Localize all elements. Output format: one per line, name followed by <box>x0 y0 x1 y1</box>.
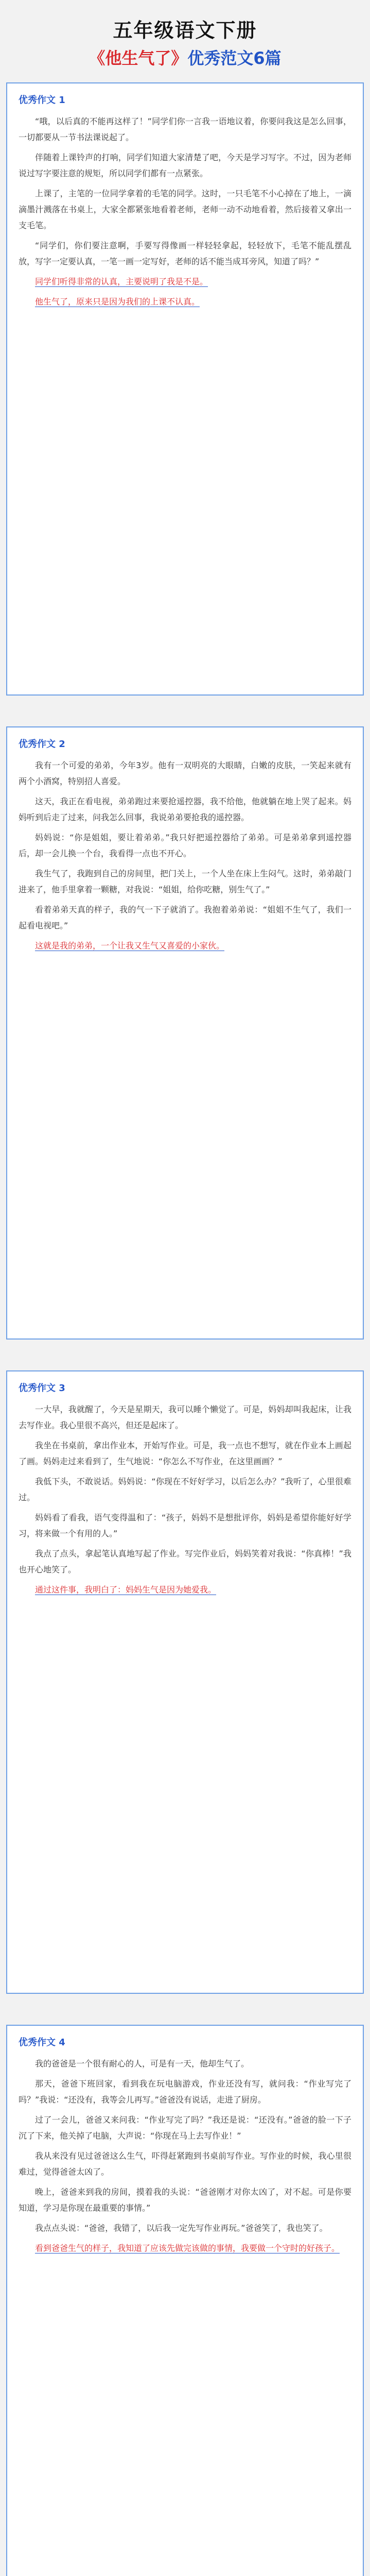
essay-highlight: 同学们听得非常的认真，主要说明了我是不是。 <box>35 277 208 286</box>
essay-card-4 <box>6 2025 364 2576</box>
essay-paragraph: 我坐在书桌前，拿出作业本，开始写作业。可是，我一点也不想写，就在作业本上画起了画。妈妈走过来看到了，生气地说：“你怎么不写作业，在这里画画？” <box>19 1440 351 1466</box>
subtitle-close: 》 <box>171 48 188 68</box>
essay-paragraph: 我有一个可爱的弟弟，今年3岁。他有一双明亮的大眼睛，白嫩的皮肤，一笑起来就有两个小酒窝，特别招人喜爱。 <box>19 760 351 786</box>
page-title: 五年级语文下册 <box>113 19 257 42</box>
essay-paragraph: 我生气了，我跑到自己的房间里，把门关上，一个人坐在床上生闷气。这时，弟弟敲门进来了，他手里拿着一颗糖，对我说：“姐姐，给你吃糖，别生气了。” <box>19 869 351 894</box>
essay-card-3 <box>6 1370 364 1994</box>
subtitle-open: 《 <box>89 48 105 68</box>
essay-paragraph: 这天，我正在看电视，弟弟跑过来要抢遥控器，我不给他，他就躺在地上哭了起来。妈妈听到后走了过来，问我怎么回事，我说弟弟要抢我的遥控器。 <box>19 796 351 822</box>
essay-paragraph: 妈妈看了看我，语气变得温和了：“孩子，妈妈不是想批评你，妈妈是希望你能好好学习，将来做一个有用的人。” <box>19 1513 351 1538</box>
essay-paragraph: 晚上，爸爸来到我的房间，摸着我的头说：“爸爸刚才对你太凶了，对不起。可是你要知道，学习是你现在最重要的事情。” <box>19 2187 351 2213</box>
essay-paragraph: 一大早，我就醒了，今天是星期天，我可以睡个懒觉了。可是，妈妈却叫我起床，让我去写作业。我心里很不高兴，但还是起床了。 <box>19 1404 351 1430</box>
essay-card-2 <box>6 726 364 1340</box>
subtitle-rest: 优秀范文6篇 <box>187 48 281 68</box>
essay-paragraph: “哦，以后真的不能再这样了！”同学们你一言我一语地议着，你要问我这是怎么回事，一切都要从一节书法课说起了。 <box>19 116 351 142</box>
page-subtitle <box>0 45 370 69</box>
essay-highlight: 看到爸爸生气的样子，我知道了应该先做完该做的事情，我要做一个守时的好孩子。 <box>35 2243 340 2253</box>
essay-label: 优秀作文 4 <box>19 2037 65 2048</box>
essay-paragraph: 那天，爸爸下班回家，看到我在玩电脑游戏，作业还没有写，就问我：“作业写完了吗？”我说：“还没有，我等会儿再写。”爸爸没有说话，走进了厨房。 <box>19 2079 351 2105</box>
essay-paragraph: 我从来没有见过爸爸这么生气，吓得赶紧跑到书桌前写作业。写作业的时候，我心里很难过，觉得爸爸太凶了。 <box>19 2151 351 2177</box>
essay-paragraph: 我点点头说：“爸爸，我错了，以后我一定先写作业再玩。”爸爸笑了，我也笑了。 <box>35 2223 328 2233</box>
essay-paragraph: 看着弟弟天真的样子，我的气一下子就消了。我抱着弟弟说：“姐姐不生气了，我们一起看电视吧。” <box>19 905 351 930</box>
page-header <box>0 0 370 77</box>
essay-paragraph: 妈妈说：“你是姐姐，要让着弟弟。”我只好把遥控器给了弟弟。可是弟弟拿到遥控器后，却一会儿换一个台，我看得一点也不开心。 <box>19 833 351 858</box>
essay-card-1 <box>6 82 364 696</box>
essay-paragraph: 伴随着上课铃声的打响，同学们知道大家清楚了吧，今天是学习写字。不过，因为老师说过写字要注意的规矩，所以同学们都有一点紧张。 <box>19 152 351 178</box>
subtitle-name: 他生气了 <box>105 48 171 68</box>
essay-highlight: 他生气了，原来只是因为我们的上课不认真。 <box>35 297 200 307</box>
essay-paragraph: “同学们，你们要注意啊，手要写得像画一样轻轻拿起，轻轻放下，毛笔不能乱摆乱放，写字一定要认真，一笔一画一定写好，老师的话不能当成耳旁风，知道了吗？” <box>19 241 351 266</box>
essay-highlight: 这就是我的弟弟，一个让我又生气又喜爱的小家伙。 <box>35 941 225 951</box>
essay-label: 优秀作文 3 <box>19 1383 65 1394</box>
essay-label: 优秀作文 1 <box>19 95 65 106</box>
essay-paragraph: 我低下头，不敢说话。妈妈说：“你现在不好好学习，以后怎么办？”我听了，心里很难过。 <box>19 1477 351 1502</box>
essay-paragraph: 过了一会儿，爸爸又来问我：“作业写完了吗？”我还是说：“还没有。”爸爸的脸一下子沉了下来，他关掉了电脑，大声说：“你现在马上去写作业！” <box>19 2115 351 2141</box>
essay-highlight: 通过这件事，我明白了：妈妈生气是因为她爱我。 <box>35 1585 217 1595</box>
essay-paragraph: 上课了，主笔的一位同学拿着的毛笔的同学。这时，一只毛笔不小心掉在了地上，一滴滴墨汁溅落在书桌上，大家全都紧张地看着老师，老师一动不动地看着，然后接着又拿出一支毛笔。 <box>19 189 351 230</box>
essay-paragraph: 我点了点头，拿起笔认真地写起了作业。写完作业后，妈妈笑着对我说：“你真棒！”我也开心地笑了。 <box>19 1549 351 1574</box>
essay-paragraph: 我的爸爸是一个很有耐心的人，可是有一天，他却生气了。 <box>35 2059 250 2069</box>
essay-label: 优秀作文 2 <box>19 739 65 750</box>
